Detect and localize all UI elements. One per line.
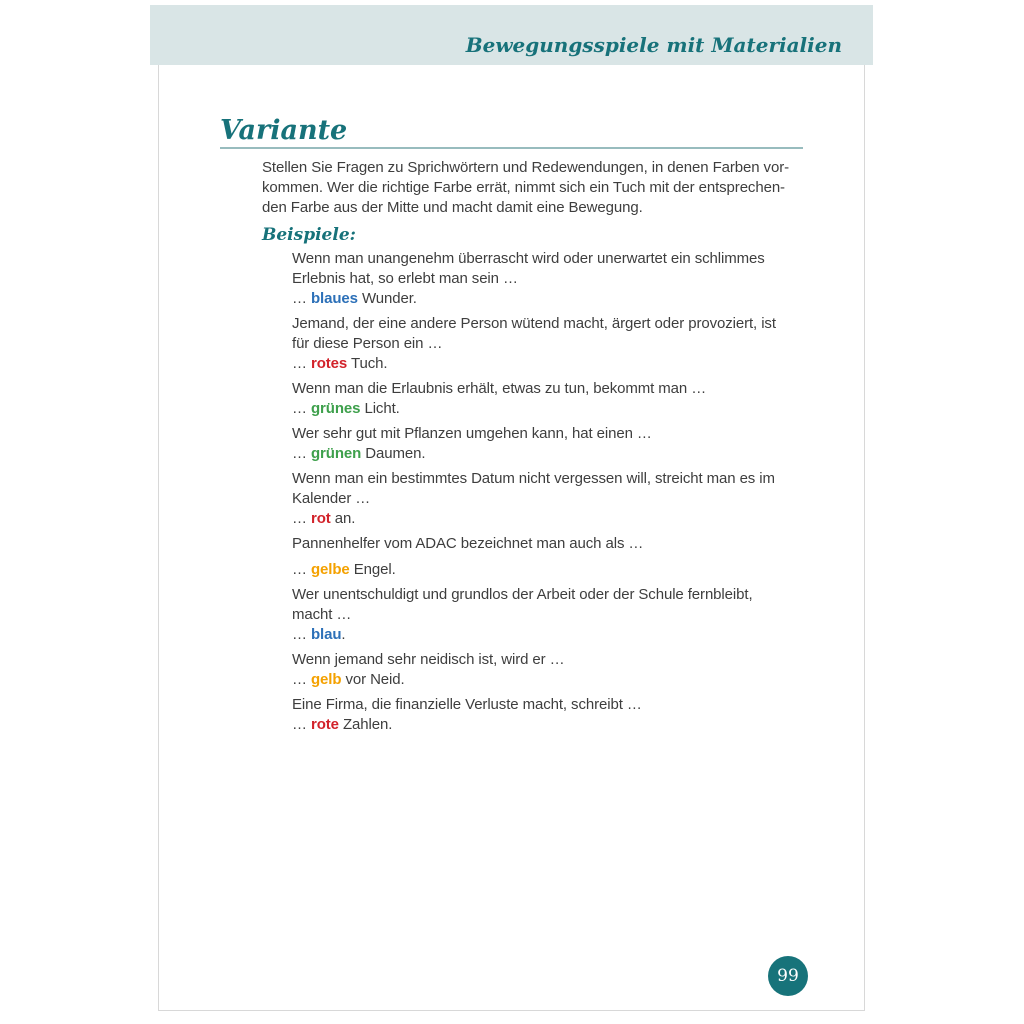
intro-paragraph [262,158,822,218]
examples-list [292,249,866,735]
example-answer-line [292,670,866,690]
page-number-badge [768,956,808,996]
example-question-line: Kalender … [292,490,371,507]
example-answer-line [292,444,866,464]
answer-color-word: rot [310,510,331,527]
example-question-line: Wenn jemand sehr neidisch ist, wird er … [292,651,565,668]
header-band [150,5,873,65]
example-question-line: Wenn man die Erlaubnis erhält, etwas zu tun, bekommt man … [292,380,707,397]
answer-color-word: grünes [310,400,361,417]
page-content [158,65,866,740]
example-answer-line [292,560,866,580]
example-item [292,314,866,374]
example-question-line: Pannenhelfer vom ADAC bezeichnet man auch als … [292,535,644,552]
example-question-line: Wer unentschuldigt und grundlos der Arbeit oder der Schule fernbleibt, [292,586,753,603]
page-number: 99 [777,966,799,986]
answer-color-word: rote [310,716,339,733]
example-answer-line [292,509,866,529]
answer-ellipsis: … [292,716,311,733]
example-item [292,249,866,309]
answer-color-word: gelbe [310,561,350,578]
answer-color-word: grünen [310,445,362,462]
example-question-line: Wenn man ein bestimmtes Datum nicht vergessen will, streicht man es im [292,470,775,487]
answer-color-word: blaues [310,290,358,307]
answer-rest: Engel. [349,561,396,578]
example-item [292,379,866,419]
example-item [292,469,866,529]
answer-ellipsis: … [292,510,311,527]
example-question-line: Erlebnis hat, so erlebt man sein … [292,270,518,287]
intro-line: kommen. Wer die richtige Farbe errät, nimmt sich ein Tuch mit der entsprechen- [262,179,785,196]
example-item [292,534,866,580]
example-question-line: macht … [292,606,352,623]
section-title-rule [220,147,803,149]
examples-label: Beispiele: [262,225,356,245]
answer-ellipsis: … [292,290,311,307]
example-item [292,585,866,645]
answer-color-word: gelb [310,671,342,688]
chapter-title: Bewegungsspiele mit Materialien [465,33,842,57]
example-answer-line [292,715,866,735]
example-item [292,424,866,464]
answer-rest: Licht. [360,400,400,417]
example-question-line: Jemand, der eine andere Person wütend macht, ärgert oder provoziert, ist [292,315,776,332]
answer-rest: . [341,626,346,643]
answer-rest: Daumen. [361,445,426,462]
answer-ellipsis: … [292,445,311,462]
answer-rest: an. [330,510,356,527]
answer-ellipsis: … [292,561,311,578]
answer-ellipsis: … [292,355,311,372]
intro-line: Stellen Sie Fragen zu Sprichwörtern und Redewendungen, in denen Farben vor- [262,159,789,176]
example-answer-line [292,399,866,419]
answer-rest: vor Neid. [341,671,405,688]
example-item [292,695,866,735]
section-title: Variante [220,115,348,146]
answer-rest: Zahlen. [338,716,393,733]
example-question-line: Eine Firma, die finanzielle Verluste macht, schreibt … [292,696,642,713]
answer-ellipsis: … [292,400,311,417]
answer-color-word: blau [310,626,342,643]
example-item [292,650,866,690]
answer-ellipsis: … [292,671,311,688]
intro-line: den Farbe aus der Mitte und macht damit eine Bewegung. [262,199,643,216]
example-question-line: Wenn man unangenehm überrascht wird oder unerwartet ein schlimmes [292,250,765,267]
example-question-line: Wer sehr gut mit Pflanzen umgehen kann, hat einen … [292,425,652,442]
example-answer-line [292,354,866,374]
answer-color-word: rotes [310,355,348,372]
answer-rest: Tuch. [347,355,388,372]
answer-rest: Wunder. [357,290,417,307]
example-answer-line [292,289,866,309]
example-question-line: für diese Person ein … [292,335,443,352]
answer-ellipsis: … [292,626,311,643]
example-answer-line [292,625,866,645]
